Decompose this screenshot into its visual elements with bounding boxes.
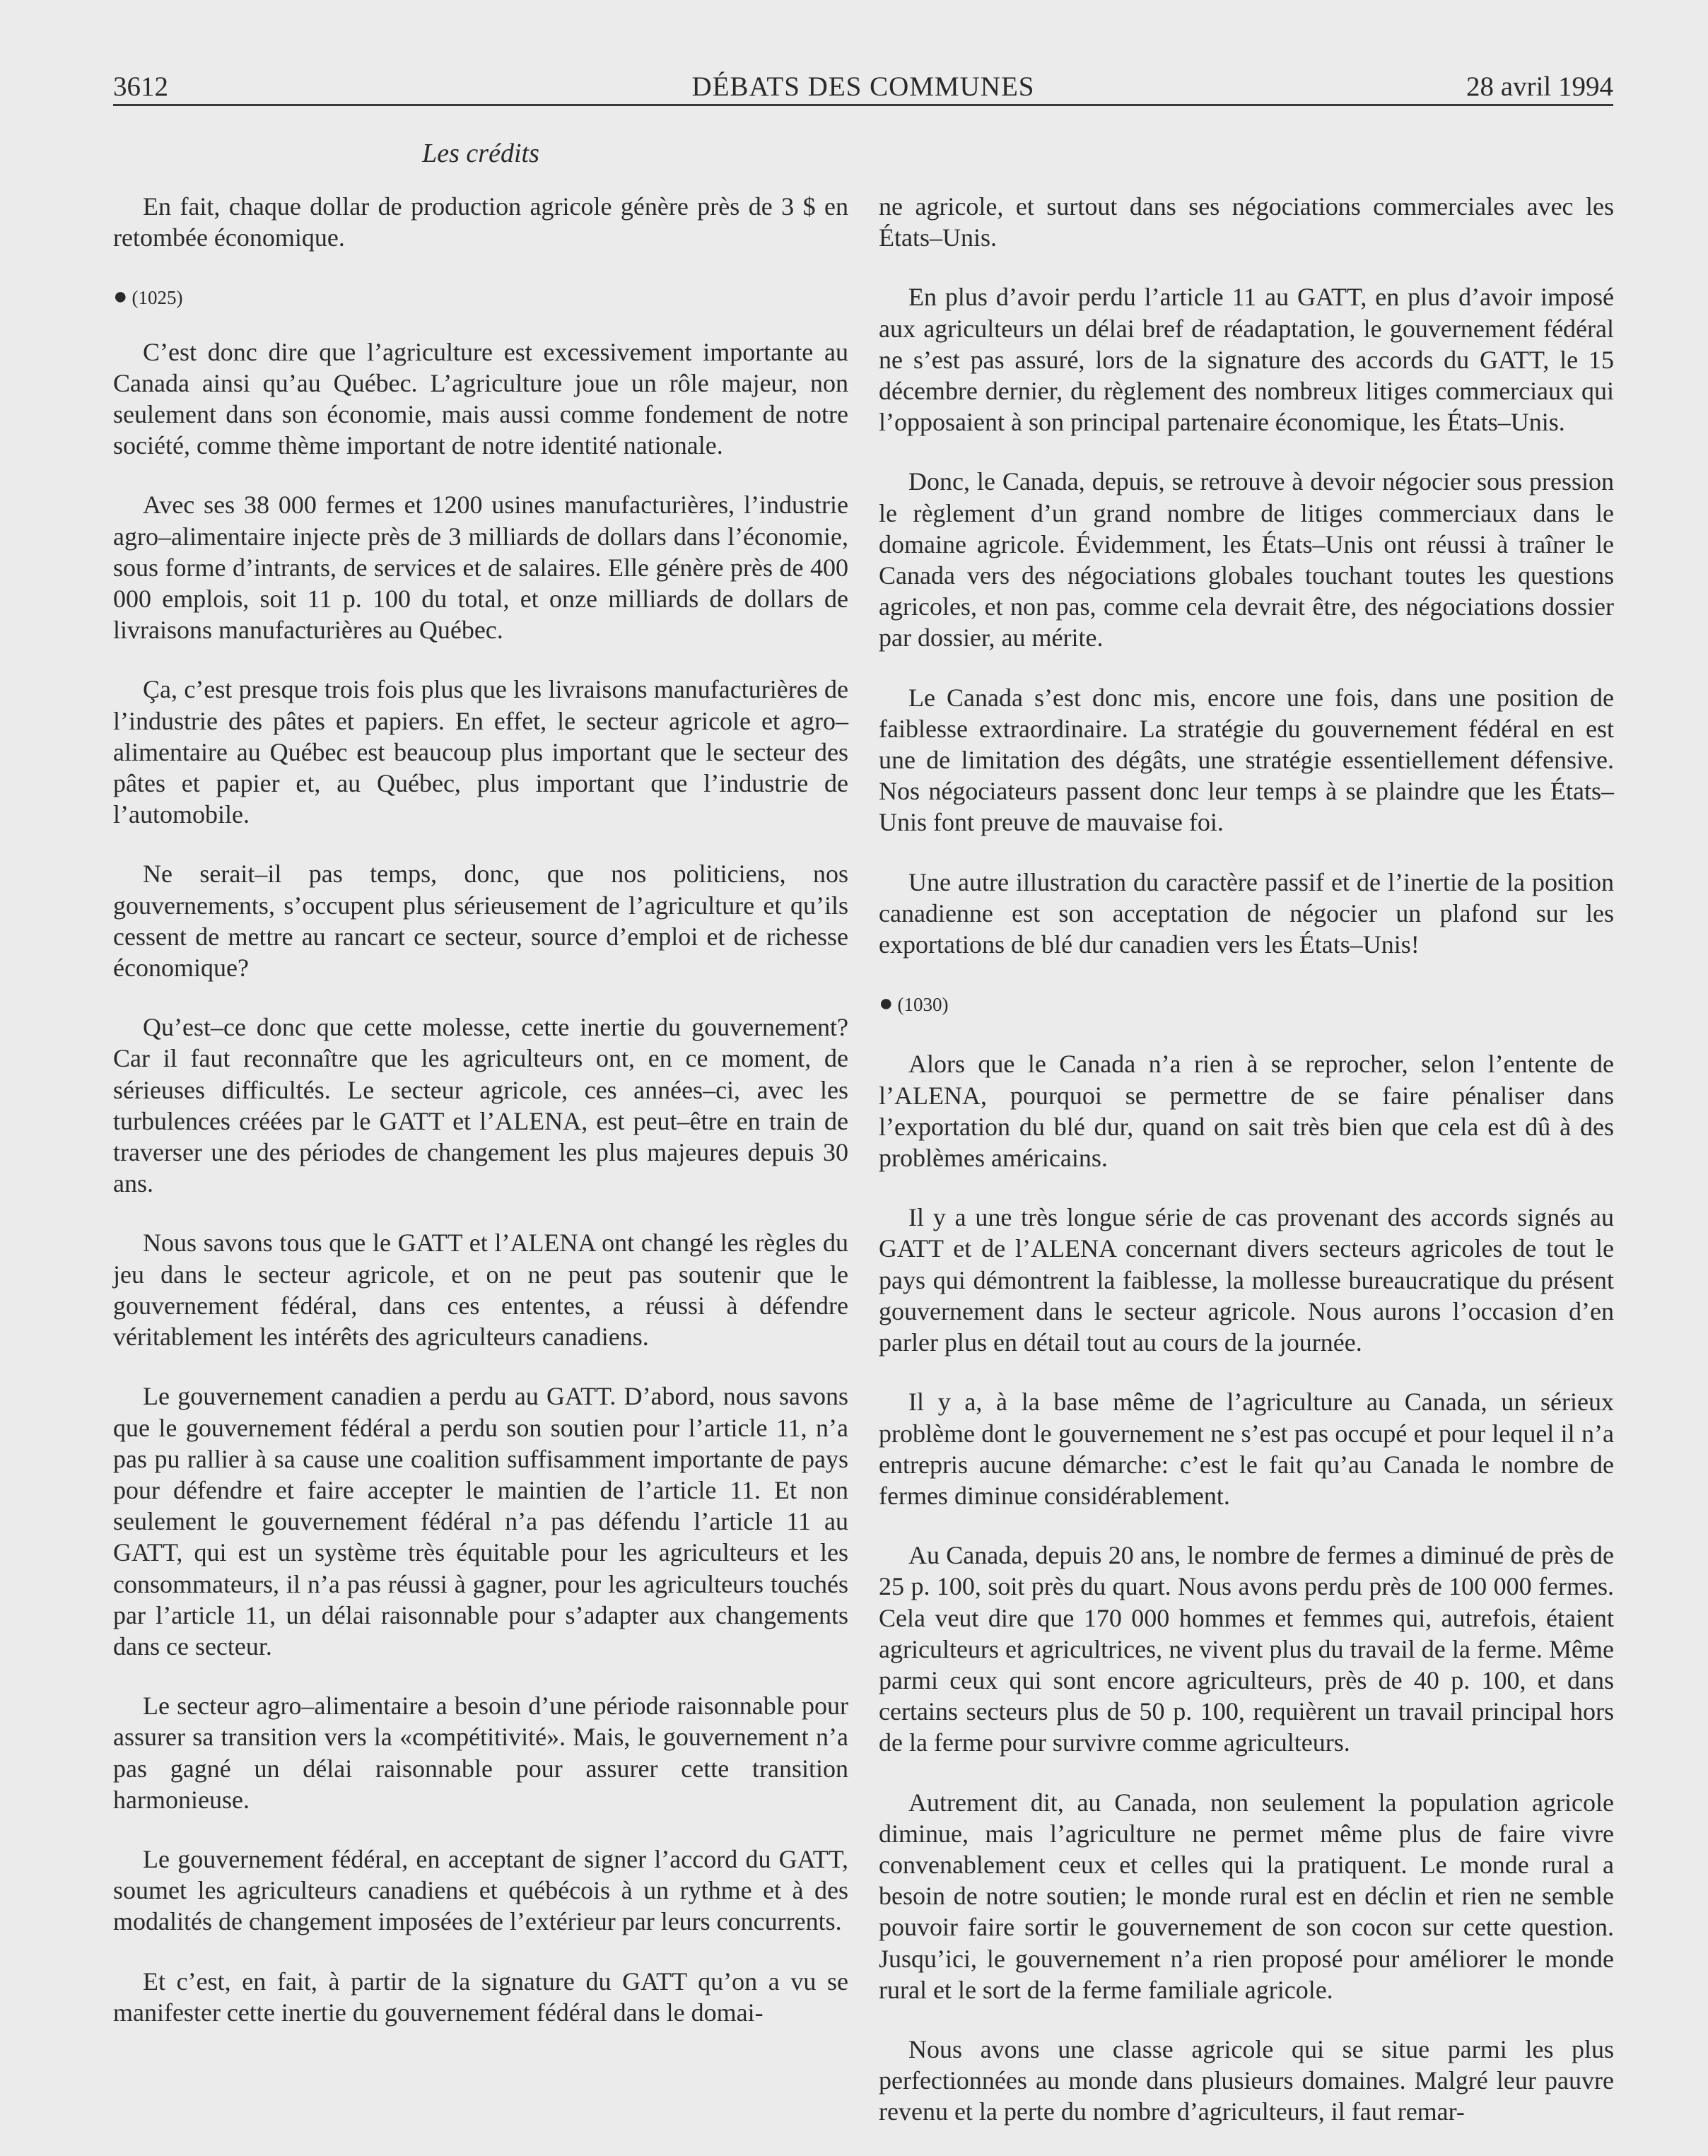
bullet-icon: ● bbox=[113, 283, 128, 310]
page-header bbox=[113, 64, 1613, 106]
publication-title: DÉBATS DES COMMUNES bbox=[691, 71, 1035, 102]
paragraph: C’est donc dire que l’agriculture est excessivement importante au Canada ainsi qu’au Québec. L’agriculture joue un rôle majeur, non seulement dans son économie, mais aussi comme fondement de notre société, comme thème important de notre identité nationale. bbox=[113, 337, 848, 460]
paragraph: Nous avons une classe agricole qui se situe parmi les plus perfectionnées au monde dans plusieurs domaines. Malgré leur pauvre revenu et la perte du nombre d’agriculteurs, il faut remar- bbox=[879, 2034, 1614, 2126]
left-column bbox=[113, 191, 848, 2056]
paragraph: Une autre illustration du caractère passif et de l’inertie de la position canadienne est son acceptation de négocier un plafond sur les exportations de blé dur canadien vers les États–Unis! bbox=[879, 867, 1614, 959]
paragraph: Et c’est, en fait, à partir de la signature du GATT qu’on a vu se manifester cette inertie du gouvernement fédéral dans le domai- bbox=[113, 1967, 848, 2027]
time-marker bbox=[879, 988, 1614, 1020]
time-marker-label: (1030) bbox=[897, 994, 949, 1016]
time-marker bbox=[113, 281, 848, 313]
paragraph-continuation: ne agricole, et surtout dans ses négociations commerciales avec les États–Unis. bbox=[879, 192, 1614, 252]
paragraph: Le Canada s’est donc mis, encore une fois, dans une position de faiblesse extraordinaire. La stratégie du gouvernement fédéral en est une de limitation des dégâts, une stratégie essentiellement défensive. Nos négociateurs passent donc leur temps à se plaindre que les États–Unis font preuve de mauvaise foi. bbox=[879, 683, 1614, 837]
paragraph: En fait, chaque dollar de production agricole génère près de 3 $ en retombée économique. bbox=[113, 192, 848, 252]
paragraph: Donc, le Canada, depuis, se retrouve à devoir négocier sous pression le règlement d’un grand nombre de litiges commerciaux dans le domaine agricole. Évidemment, les États–Unis ont réussi à traîner le Canada vers des négociations globales touchant toutes les questions agricoles, et non pas, comme cela devrait être, des négociations dossier par dossier, au mérite. bbox=[879, 467, 1614, 652]
paragraph: Qu’est–ce donc que cette molesse, cette inertie du gouvernement? Car il faut reconnaître que les agriculteurs ont, en ce moment, de sérieuses difficultés. Le secteur agricole, ces années–ci, avec les turbulences créées par le GATT et l’ALENA, est peut–être en train de traverser une des périodes de changement les plus majeures depuis 30 ans. bbox=[113, 1013, 848, 1198]
paragraph: Le gouvernement canadien a perdu au GATT. D’abord, nous savons que le gouvernement fédéral a perdu son soutien pour l’article 11, n’a pas pu rallier à sa cause une coalition suffisamment importante de pays pour défendre et faire accepter le maintien de l’article 11. Et non seulement le gouvernement fédéral n’a pas défendu l’article 11 au GATT, qui est un système très équitable pour les agriculteurs et les consommateurs, il n’a pas réussi à gagner, pour les agriculteurs touchés par l’article 11, un délai raisonnable pour s’adapter aux changements dans ce secteur. bbox=[113, 1382, 848, 1660]
paragraph: En plus d’avoir perdu l’article 11 au GATT, en plus d’avoir imposé aux agriculteurs un délai bref de réadaptation, le gouvernement fédéral ne s’est pas assuré, lors de la signature des accords du GATT, le 15 décembre dernier, du règlement des nombreux litiges commerciaux qui l’opposaient à son principal partenaire économique, les États–Unis. bbox=[879, 283, 1614, 437]
paragraph: Il y a une très longue série de cas provenant des accords signés au GATT et de l’ALENA concernant divers secteurs agricoles de tout le pays qui démontrent la faiblesse, la mollesse bureaucratique du présent gouvernement dans le secteur agricole. Nous aurons l’occasion d’en parler plus en détail tout au cours de la journée. bbox=[879, 1203, 1614, 1357]
page-number: 3612 bbox=[113, 71, 168, 102]
paragraph: Alors que le Canada n’a rien à se reprocher, selon l’entente de l’ALENA, pourquoi se permettre de se faire pénaliser dans l’exportation du blé dur, quand on sait très bien que cela est dû à des problèmes américains. bbox=[879, 1050, 1614, 1173]
paragraph: Ne serait–il pas temps, donc, que nos politiciens, nos gouvernements, s’occupent plus sérieusement de l’agriculture et qu’ils cessent de mettre au rancart ce secteur, source d’emploi et de richesse économique? bbox=[113, 860, 848, 983]
paragraph: Avec ses 38 000 fermes et 1200 usines manufacturières, l’industrie agro–alimentaire injecte près de 3 milliards de dollars dans l’économie, sous forme d’intrants, de services et de salaires. Elle génère près de 400 000 emplois, soit 11 p. 100 du total, et onze milliards de dollars de livraisons manufacturières au Québec. bbox=[113, 491, 848, 645]
paragraph: Ça, c’est presque trois fois plus que les livraisons manufacturières de l’industrie des pâtes et papiers. En effet, le secteur agricole et agro–alimentaire au Québec est beaucoup plus important que le secteur des pâtes et papier et, au Québec, plus important que l’industrie de l’automobile. bbox=[113, 675, 848, 829]
paragraph: Au Canada, depuis 20 ans, le nombre de fermes a diminué de près de 25 p. 100, soit près du quart. Nous avons perdu près de 100 000 fermes. Cela veut dire que 170 000 hommes et femmes qui, autrefois, étaient agriculteurs et agricultrices, ne vivent plus du travail de la ferme. Même parmi ceux qui sont encore agriculteurs, près de 40 p. 100, et dans certains secteurs plus de 50 p. 100, requièrent un travail principal hors de la ferme pour survivre comme agriculteurs. bbox=[879, 1541, 1614, 1757]
right-column bbox=[879, 191, 1614, 2156]
paragraph: Le gouvernement fédéral, en acceptant de signer l’accord du GATT, soumet les agriculteurs canadiens et québécois à un rythme et à des modalités de changement imposées de l’extérieur par leurs concurrents. bbox=[113, 1844, 848, 1936]
section-title: Les crédits bbox=[422, 139, 539, 168]
header-rule bbox=[113, 104, 1613, 106]
bullet-icon: ● bbox=[879, 990, 894, 1017]
paragraph: Autrement dit, au Canada, non seulement la population agricole diminue, mais l’agriculture ne permet même plus de faire vivre convenablement ceux et celles qui la pratiquent. Le monde rural a besoin de notre soutien; le monde rural est en déclin et rien ne semble pouvoir faire sortir le gouvernement de son cocon sur cette question. Jusqu’ici, le gouvernement n’a rien proposé pour améliorer le monde rural et le sort de la ferme familiale agricole. bbox=[879, 1788, 1614, 2004]
paragraph: Le secteur agro–alimentaire a besoin d’une période raisonnable pour assurer sa transition vers la «compétitivité». Mais, le gouvernement n’a pas gagné un délai raisonnable pour assurer cette transition harmonieuse. bbox=[113, 1692, 848, 1814]
time-marker-label: (1025) bbox=[131, 287, 183, 309]
paragraph: Nous savons tous que le GATT et l’ALENA ont changé les règles du jeu dans le secteur agricole, et on ne peut pas soutenir que le gouvernement fédéral, dans ces ententes, a réussi à défendre véritablement les intérêts des agriculteurs canadiens. bbox=[113, 1229, 848, 1352]
paragraph: Il y a, à la base même de l’agriculture au Canada, un sérieux problème dont le gouvernement ne s’est pas occupé et pour lequel il n’a entrepris aucune démarche: c’est le fait qu’au Canada le nombre de fermes diminue considérablement. bbox=[879, 1388, 1614, 1510]
page-date: 28 avril 1994 bbox=[1466, 71, 1613, 102]
